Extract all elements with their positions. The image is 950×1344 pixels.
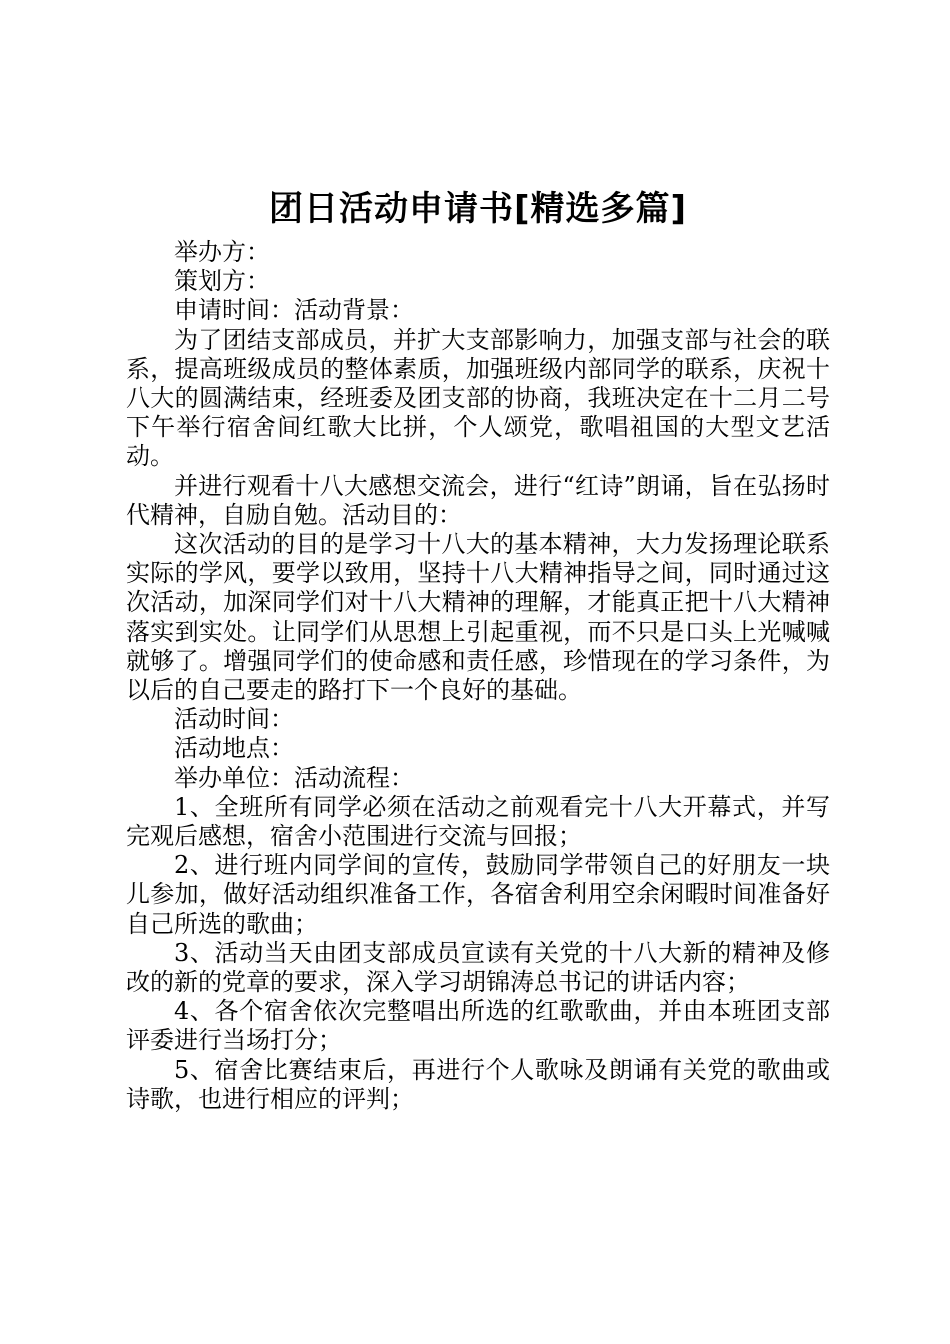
paragraph-apply-time-background: 申请时间：活动背景： <box>174 296 414 325</box>
paragraph-activity-time: 活动时间： <box>174 705 294 734</box>
paragraph-host-process: 举办单位：活动流程： <box>174 763 414 792</box>
document-page <box>126 180 830 1114</box>
paragraph-step-1: 1、全班所有同学必须在活动之前观看完十八大开幕式，并写完观后感想，宿舍小范围进行交流与回报； <box>126 792 830 851</box>
document-title: 团日活动申请书[精选多篇] <box>268 189 688 229</box>
paragraph-activity-place: 活动地点： <box>174 734 294 763</box>
paragraph-exchange-purpose: 并进行观看十八大感想交流会，进行“红诗”朗诵，旨在弘扬时代精神，自励自勉。活动目的： <box>126 471 830 529</box>
document-body <box>126 238 830 1114</box>
paragraph-step-4: 4、各个宿舍依次完整唱出所选的红歌歌曲，并由本班团支部评委进行当场打分； <box>126 997 830 1055</box>
paragraph-step-3: 3、活动当天由团支部成员宣读有关党的十八大新的精神及修改的新的党章的要求，深入学习胡锦涛总书记的讲话内容； <box>126 938 830 997</box>
paragraph-step-5: 5、宿舍比赛结束后，再进行个人歌咏及朗诵有关党的歌曲或诗歌，也进行相应的评判； <box>126 1055 830 1113</box>
paragraph-step-2: 2、进行班内同学间的宣传，鼓励同学带领自己的好朋友一块儿参加，做好活动组织准备工作，各宿舍利用空余闲暇时间准备好自己所选的歌曲； <box>126 851 830 938</box>
paragraph-organizer: 举办方： <box>174 238 270 266</box>
paragraph-background: 为了团结支部成员，并扩大支部影响力，加强支部与社会的联系，提高班级成员的整体素质，加强班级内部同学的联系，庆祝十八大的圆满结束，经班委及团支部的协商，我班决定在十二月二号下午举行宿舍间红歌大比拼，个人颂党，歌唱祖国的大型文艺活动。 <box>126 325 830 471</box>
paragraph-planner: 策划方： <box>174 267 270 296</box>
paragraph-purpose: 这次活动的目的是学习十八大的基本精神，大力发扬理论联系实际的学风，要学以致用，坚持十八大精神指导之间，同时通过这次活动，加深同学们对十八大精神的理解，才能真正把十八大精神落实到实处。让同学们从思想上引起重视，而不只是口头上光喊喊就够了。增强同学们的使命感和责任感，珍惜现在的学习条件，为以后的自己要走的路打下一个良好的基础。 <box>126 530 830 705</box>
